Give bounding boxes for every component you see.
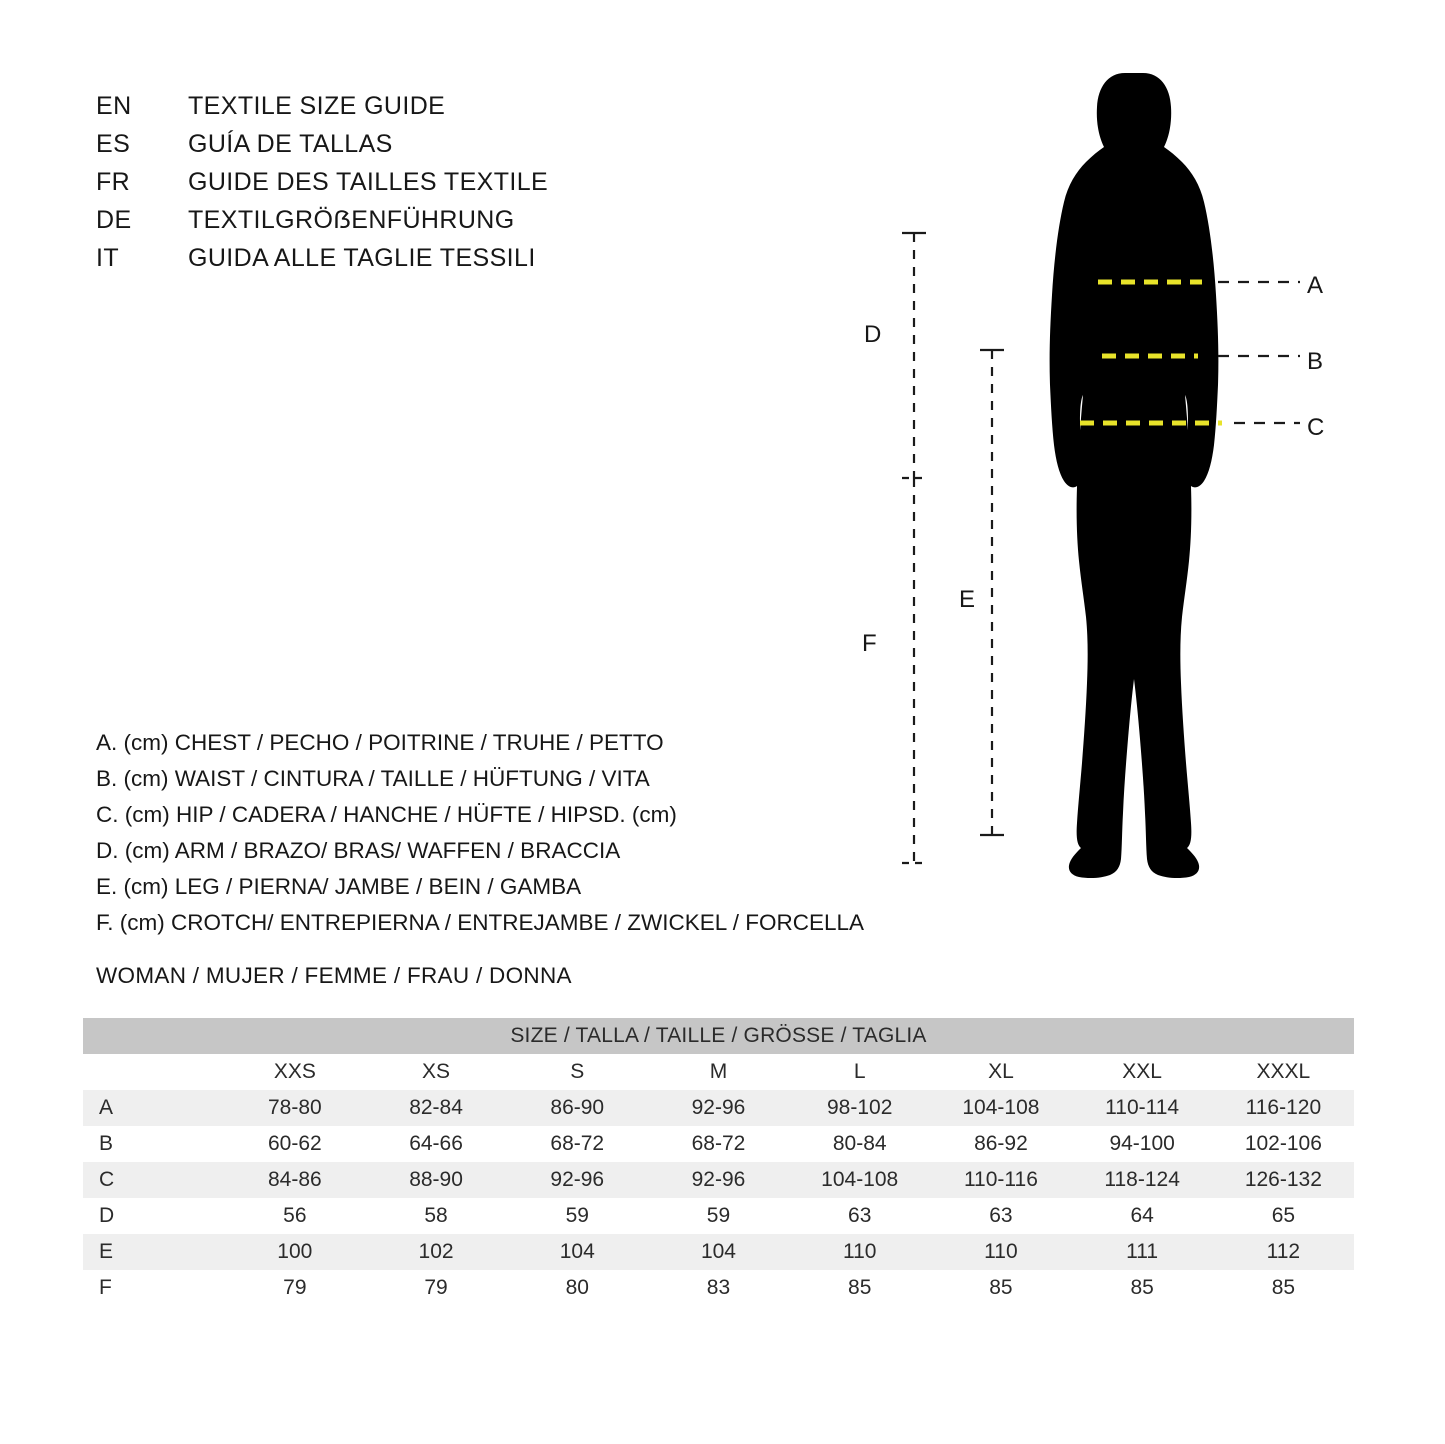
cell-d-xxs: 56 [224, 1198, 365, 1234]
cell-e-xxl: 111 [1072, 1234, 1213, 1270]
body-measurement-figure [830, 55, 1390, 895]
cell-b-s: 68-72 [507, 1126, 648, 1162]
row-label-a: A [83, 1090, 224, 1126]
language-row-de [96, 206, 716, 244]
cell-c-xl: 110-116 [930, 1162, 1071, 1198]
cell-c-xs: 88-90 [365, 1162, 506, 1198]
measure-label-e: E [959, 586, 976, 613]
cell-e-l: 110 [789, 1234, 930, 1270]
cell-c-l: 104-108 [789, 1162, 930, 1198]
size-header-xxl: XXL [1122, 1060, 1162, 1083]
measure-guide-e [980, 350, 1004, 835]
cell-b-xs: 64-66 [365, 1126, 506, 1162]
cell-f-xs: 79 [365, 1270, 506, 1306]
measure-label-a: A [1307, 272, 1324, 299]
row-label-f: F [83, 1270, 224, 1306]
cell-d-xxl: 64 [1072, 1198, 1213, 1234]
cell-c-m: 92-96 [648, 1162, 789, 1198]
language-row-es [96, 130, 716, 168]
cell-a-l: 98-102 [789, 1090, 930, 1126]
language-title-es: GUÍA DE TALLAS [188, 130, 393, 158]
measure-guide-d [902, 233, 926, 478]
cell-a-m: 92-96 [648, 1090, 789, 1126]
size-header-s: S [570, 1060, 585, 1083]
size-header-l: L [853, 1060, 866, 1083]
size-header-xxs: XXS [273, 1060, 316, 1083]
cell-c-xxxl: 126-132 [1213, 1162, 1354, 1198]
legend-item-c: C. (cm) HIP / CADERA / HANCHE / HÜFTE / HIPSD. (cm) [96, 802, 677, 827]
measure-guide-f [902, 478, 926, 863]
measure-label-b: B [1307, 348, 1324, 375]
language-title-block [96, 92, 716, 282]
language-code-es: ES [96, 130, 131, 158]
table-row [83, 1126, 1354, 1162]
measurement-legend [96, 725, 896, 941]
language-code-it: IT [96, 244, 120, 272]
cell-f-xxxl: 85 [1213, 1270, 1354, 1306]
table-row [83, 1090, 1354, 1126]
cell-e-m: 104 [648, 1234, 789, 1270]
legend-item-a: A. (cm) CHEST / PECHO / POITRINE / TRUHE / PETTO [96, 730, 664, 755]
cell-f-xxs: 79 [224, 1270, 365, 1306]
language-code-de: DE [96, 206, 132, 234]
size-table [83, 1018, 1354, 1306]
cell-d-xl: 63 [930, 1198, 1071, 1234]
cell-e-s: 104 [507, 1234, 648, 1270]
cell-f-l: 85 [789, 1270, 930, 1306]
cell-c-s: 92-96 [507, 1162, 648, 1198]
language-row-it [96, 244, 716, 282]
cell-b-xl: 86-92 [930, 1126, 1071, 1162]
cell-f-s: 80 [507, 1270, 648, 1306]
legend-item-d: D. (cm) ARM / BRAZO/ BRAS/ WAFFEN / BRACCIA [96, 838, 621, 863]
size-table-header-row [83, 1054, 1354, 1090]
measure-label-d: D [864, 321, 882, 348]
row-label-b: B [83, 1126, 224, 1162]
cell-f-xl: 85 [930, 1270, 1071, 1306]
size-header-xs: XS [422, 1060, 451, 1083]
language-row-en [96, 92, 716, 130]
legend-item-b: B. (cm) WAIST / CINTURA / TAILLE / HÜFTUNG / VITA [96, 766, 650, 791]
cell-b-l: 80-84 [789, 1126, 930, 1162]
table-row [83, 1198, 1354, 1234]
cell-d-xxxl: 65 [1213, 1198, 1354, 1234]
table-row [83, 1270, 1354, 1306]
cell-f-m: 83 [648, 1270, 789, 1306]
measure-label-f: F [862, 630, 877, 657]
legend-item-e: E. (cm) LEG / PIERNA/ JAMBE / BEIN / GAMBA [96, 874, 582, 899]
size-table-title: SIZE / TALLA / TAILLE / GRÖSSE / TAGLIA [83, 1018, 1354, 1054]
row-label-c: C [83, 1162, 224, 1198]
language-title-fr: GUIDE DES TAILLES TEXTILE [188, 168, 549, 196]
woman-silhouette-icon [1050, 73, 1219, 878]
size-header-xl: XL [988, 1060, 1014, 1083]
row-label-d: D [83, 1198, 224, 1234]
language-code-fr: FR [96, 168, 131, 196]
size-table-wrapper [83, 1018, 1354, 1306]
cell-c-xxl: 118-124 [1072, 1162, 1213, 1198]
size-header-m: M [709, 1060, 728, 1083]
legend-item-f: F. (cm) CROTCH/ ENTREPIERNA / ENTREJAMBE / ZWICKEL / FORCELLA [96, 910, 864, 935]
language-code-en: EN [96, 92, 132, 120]
cell-d-xs: 58 [365, 1198, 506, 1234]
language-title-de: TEXTILGRÖẞENFÜHRUNG [188, 206, 515, 234]
cell-b-xxl: 94-100 [1072, 1126, 1213, 1162]
cell-d-s: 59 [507, 1198, 648, 1234]
cell-a-xxs: 78-80 [224, 1090, 365, 1126]
cell-e-xxxl: 112 [1213, 1234, 1354, 1270]
cell-d-l: 63 [789, 1198, 930, 1234]
size-header-xxxl: XXXL [1256, 1060, 1311, 1083]
cell-a-xs: 82-84 [365, 1090, 506, 1126]
cell-f-xxl: 85 [1072, 1270, 1213, 1306]
measure-label-c: C [1307, 414, 1325, 441]
gender-label: WOMAN / MUJER / FEMME / FRAU / DONNA [96, 963, 572, 988]
cell-e-xs: 102 [365, 1234, 506, 1270]
table-row [83, 1162, 1354, 1198]
header-corner-cell [83, 1054, 224, 1090]
cell-a-xxl: 110-114 [1072, 1090, 1213, 1126]
cell-a-s: 86-90 [507, 1090, 648, 1126]
cell-d-m: 59 [648, 1198, 789, 1234]
cell-a-xl: 104-108 [930, 1090, 1071, 1126]
size-table-title-row [83, 1018, 1354, 1054]
cell-e-xxs: 100 [224, 1234, 365, 1270]
cell-e-xl: 110 [930, 1234, 1071, 1270]
language-title-it: GUIDA ALLE TAGLIE TESSILI [188, 244, 536, 272]
table-row [83, 1234, 1354, 1270]
cell-c-xxs: 84-86 [224, 1162, 365, 1198]
cell-b-xxxl: 102-106 [1213, 1126, 1354, 1162]
row-label-e: E [83, 1234, 224, 1270]
cell-a-xxxl: 116-120 [1213, 1090, 1354, 1126]
cell-b-m: 68-72 [648, 1126, 789, 1162]
language-title-en: TEXTILE SIZE GUIDE [188, 92, 446, 120]
language-row-fr [96, 168, 716, 206]
cell-b-xxs: 60-62 [224, 1126, 365, 1162]
